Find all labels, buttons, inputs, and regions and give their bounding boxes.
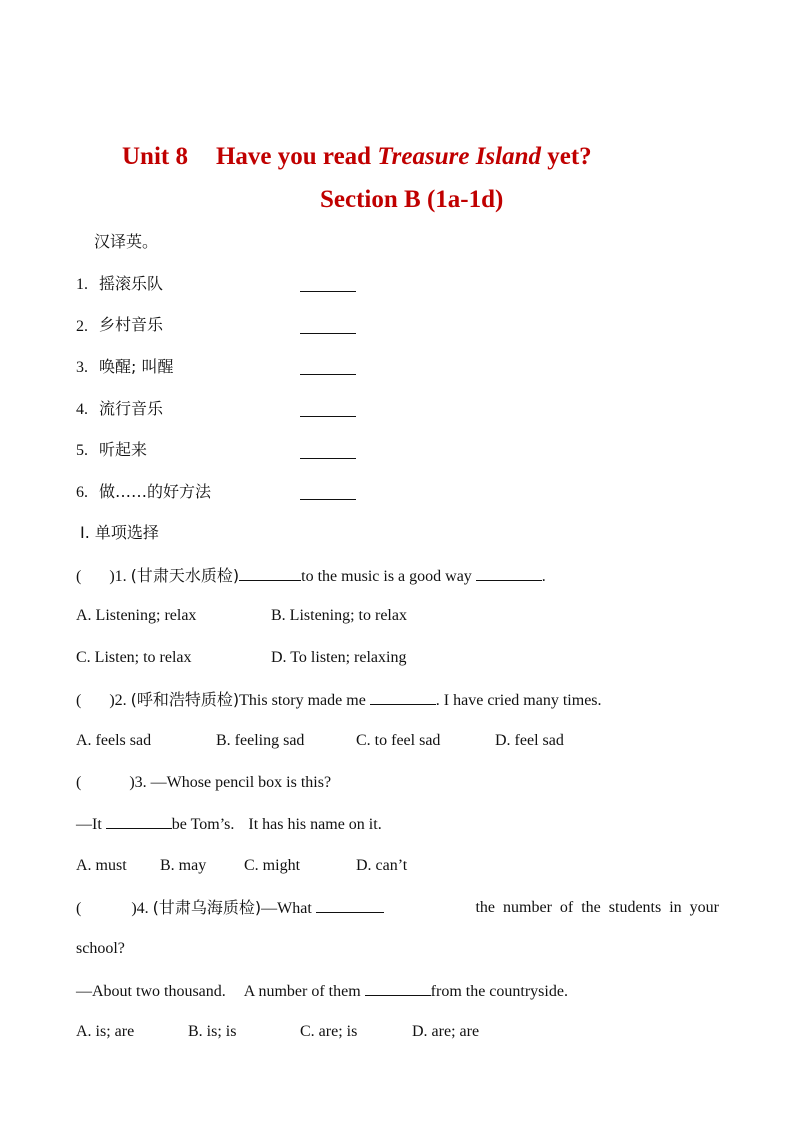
option[interactable]: B. may [160, 857, 207, 874]
option[interactable]: A. is; are [76, 1023, 135, 1040]
item-number: 1. [76, 276, 88, 293]
question-source: (甘肃乌海质检) [152, 898, 262, 917]
option[interactable]: C. are; is [300, 1023, 358, 1040]
section-title: Section B (1a-1d) [320, 186, 504, 213]
item-text: 做……的好方法 [99, 482, 212, 501]
question-text: This story made me [239, 692, 370, 709]
page-title [122, 142, 592, 172]
option[interactable]: D. can’t [356, 857, 408, 874]
blank-line[interactable] [316, 898, 384, 913]
translate-heading: 汉译英。 [94, 232, 159, 251]
question-text: school? [76, 940, 125, 957]
answer-paren-open: ( [76, 692, 82, 709]
answer-paren-open: ( [76, 900, 82, 917]
answer-line[interactable] [300, 499, 356, 500]
item-number: 4. [76, 401, 88, 418]
answer-line[interactable] [300, 458, 356, 459]
question-text: —Whose pencil box is this? [150, 774, 332, 791]
option[interactable]: D. feel sad [495, 732, 564, 749]
title-prefix: Have you read [215, 143, 378, 170]
question-text: It has his name on it. [248, 816, 382, 833]
answer-paren-open: ( [76, 774, 82, 791]
question-text: —About two thousand. [76, 983, 226, 1000]
title-book: Treasure Island [377, 143, 542, 170]
option[interactable]: B. Listening; to relax [271, 607, 407, 624]
question-4 [76, 898, 719, 919]
option[interactable]: D. are; are [412, 1023, 480, 1040]
question-text: . [541, 568, 546, 585]
item-text: 听起来 [99, 440, 148, 459]
answer-line[interactable] [300, 291, 356, 292]
question-3-line2 [76, 814, 382, 835]
answer-line[interactable] [300, 333, 356, 334]
item-number: 5. [76, 442, 88, 459]
option[interactable]: C. might [244, 857, 301, 874]
question-3 [76, 773, 331, 793]
question-text: —It [76, 816, 106, 833]
question-source: (呼和浩特质检) [130, 690, 240, 709]
option[interactable]: C. Listen; to relax [76, 649, 192, 666]
question-1 [76, 566, 546, 587]
answer-paren-open: ( [76, 568, 82, 585]
question-text: A number of them [243, 983, 365, 1000]
option[interactable]: C. to feel sad [356, 732, 441, 749]
question-number: )4. [131, 900, 149, 917]
question-number: )1. [109, 568, 127, 585]
answer-line[interactable] [300, 416, 356, 417]
title-suffix: yet? [541, 143, 592, 170]
item-number: 6. [76, 484, 88, 501]
blank-line[interactable] [239, 566, 301, 581]
blank-line[interactable] [476, 566, 542, 581]
answer-line[interactable] [300, 374, 356, 375]
item-text: 唤醒; 叫醒 [99, 357, 174, 376]
question-number: )2. [109, 692, 127, 709]
part1-heading: Ⅰ. 单项选择 [80, 523, 159, 542]
blank-line[interactable] [106, 814, 172, 829]
item-text: 摇滚乐队 [99, 274, 164, 293]
item-number: 3. [76, 359, 88, 376]
question-number: )3. [129, 774, 147, 791]
question-text: . I have cried many times. [435, 692, 602, 709]
question-4-lead [76, 898, 384, 919]
question-text: from the countryside. [430, 983, 568, 1000]
question-text: be Tom’s. [171, 816, 235, 833]
item-text: 乡村音乐 [99, 315, 164, 334]
blank-line[interactable] [370, 690, 436, 705]
option[interactable]: A. feels sad [76, 732, 152, 749]
blank-line[interactable] [365, 981, 431, 996]
question-text: to the music is a good way [301, 568, 476, 585]
question-text: —What [261, 900, 316, 917]
question-2 [76, 690, 602, 711]
title-unit: Unit 8 [122, 143, 188, 170]
item-number: 2. [76, 318, 88, 335]
option[interactable]: D. To listen; relaxing [271, 649, 407, 666]
question-text: the number of the students in your [475, 899, 719, 916]
question-source: (甘肃天水质检) [130, 566, 240, 585]
question-4-line2 [76, 981, 568, 1002]
option[interactable]: B. is; is [188, 1023, 237, 1040]
option[interactable]: A. must [76, 857, 127, 874]
item-text: 流行音乐 [99, 399, 164, 418]
option[interactable]: B. feeling sad [216, 732, 305, 749]
option[interactable]: A. Listening; relax [76, 607, 197, 624]
